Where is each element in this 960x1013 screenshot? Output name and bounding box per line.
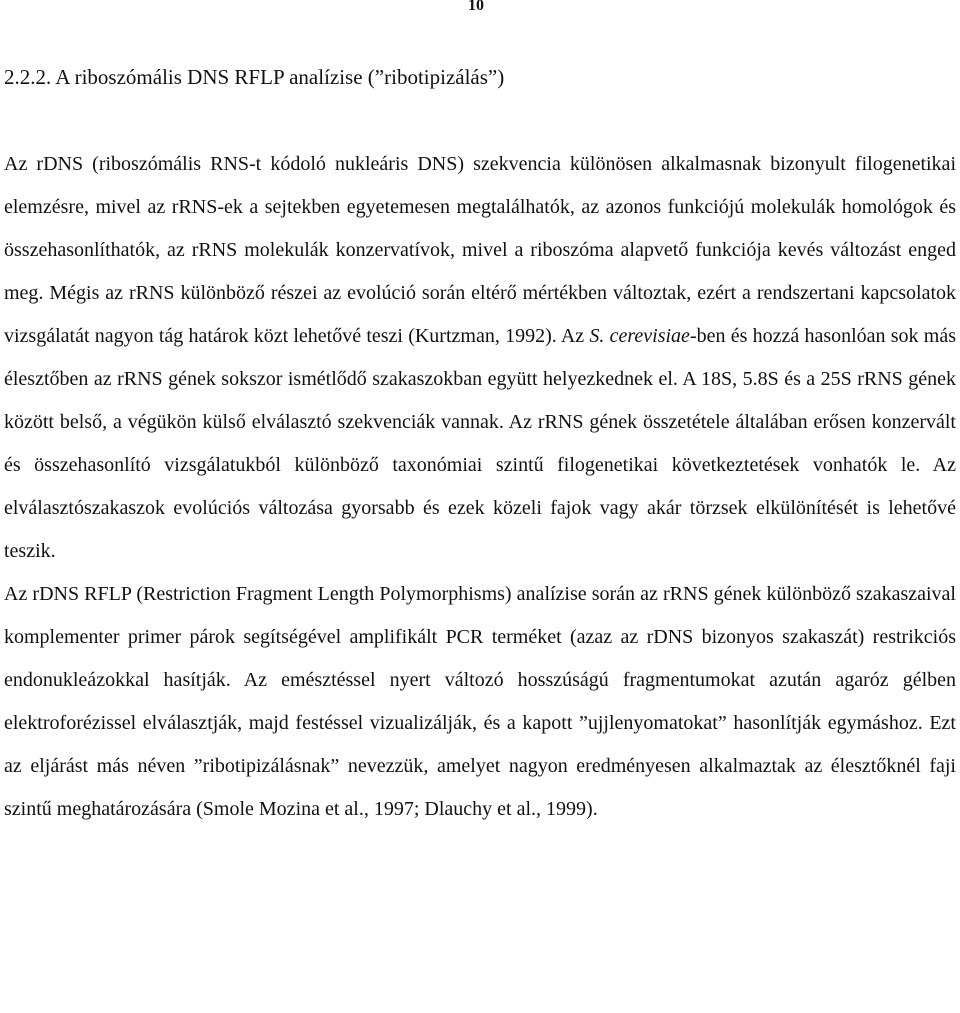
section-title: A riboszómális DNS RFLP analízise (”ribotipizálás”) — [55, 65, 505, 89]
paragraph-rdns-intro — [4, 143, 956, 573]
paragraph-rflp-analysis: Az rDNS RFLP (Restriction Fragment Length Polymorphisms) analízise során az rRNS gének különböző szakaszaival komplementer primer párok segítségével amplifikált PCR terméket (azaz az rDNS bizonyos szakaszát) restrikciós endonukleázokkal hasítják. Az emésztéssel nyert változó hosszúságú fragmentumokat azután agaróz gélben elektroforézissel elválasztják, majd festéssel vizualizálják, és a kapott ”ujjlenyomatokat” hasonlítják egymáshoz. Ezt az eljárást más néven ”ribotipizálásnak” nevezzük, amelyet nagyon eredményesen alkalmaztak az élesztőknél faji szintű meghatározására (Smole Mozina et al., 1997; Dlauchy et al., 1999). — [4, 583, 956, 820]
section-heading — [4, 62, 504, 92]
paragraph-text: Az rDNS (riboszómális RNS-t kódoló nukleáris DNS) szekvencia különösen alkalmasnak bizonyult filogenetikai elemzésre, mivel az rRNS-ek a sejtekben egyetemesen megtalálhatók, az azonos funkciójú molekulák homológok és összehasonlíthatók, az rRNS molekulák konzervatívok, mivel a riboszóma alapvető funkciója kevés változást enged meg. Mégis az rRNS különböző részei az evolúció során eltérő mértékben változtak, ezért a rendszertani kapcsolatok vizsgálatát nagyon tág határok közt lehetővé teszi (Kurtzman, 1992). Az — [4, 153, 956, 347]
page-number: 10 — [468, 0, 484, 14]
paragraph-text: -ben és hozzá hasonlóan sok más élesztőben az rRNS gének sokszor ismétlődő szakaszokban együtt helyezkednek el. A 18S, 5.8S és a 25S rRNS gének között belső, a végükön külső elválasztó szekvenciák vannak. Az rRNS gének összetétele általában erősen konzervált és összehasonlító vizsgálatukból különböző taxonómiai szintű filogenetikai következtetések vonhatók le. Az elválasztószakaszok evolúciós változása gyorsabb és ezek közeli fajok vagy akár törzsek elkülönítését is lehetővé teszik. — [4, 325, 957, 562]
document-body — [4, 143, 956, 831]
species-name: S. cerevisiae — [589, 325, 690, 347]
section-number: 2.2.2. — [4, 65, 52, 89]
